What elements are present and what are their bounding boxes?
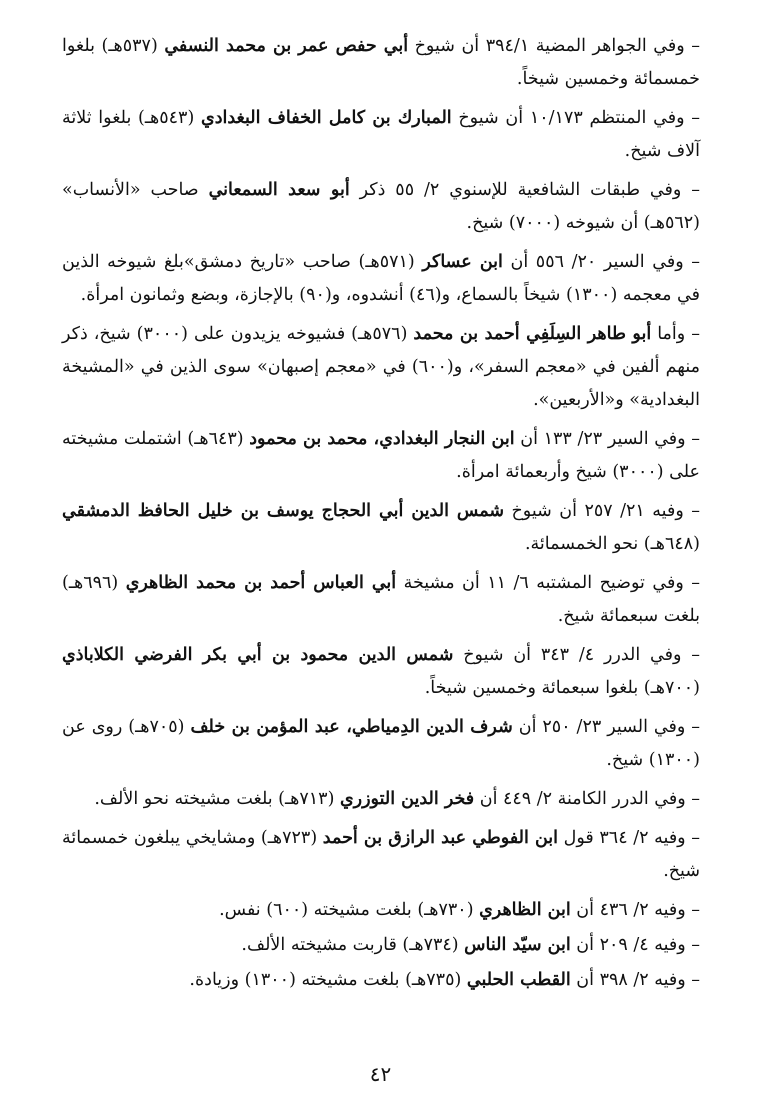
scholar-name: فخر الدين التوزري [339,789,475,809]
entry: – وفيه ٤/ ٢٠٩ أن ابن سيّد الناس (٧٣٤هـ) قاربت مشيخته الألف. [241,935,700,955]
entry: – وفي السير ٢٣/ ١٣٣ أن ابن النجار البغدادي، محمد بن محمود (٦٤٣هـ) اشتملت مشيخته على (٣٠٠٠) شيخ وأربعمائة امرأة. [62,429,701,482]
entry: – وفيه ٢١/ ٢٥٧ أن شيوخ شمس الدين أبي الحجاج يوسف بن خليل الحافظ الدمشقي (٦٤٨هـ) نحو الخمسمائة. [62,501,700,554]
scholar-name: أبي العباس أحمد بن محمد الظاهري [125,573,397,593]
entry: – وفي طبقات الشافعية للإسنوي ٢/ ٥٥ ذكر أبو سعد السمعاني صاحب «الأنساب» (٥٦٢هـ) أن شيوخه (٧٠٠٠) شيخ. [62,180,700,233]
scholar-name: ابن عساكر [422,252,503,272]
entry: – وفيه ٢/ ٣٦٤ قول ابن الفوطي عبد الرازق بن أحمد (٧٢٣هـ) ومشايخي يبلغون خمسمائة شيخ. [62,828,701,881]
scholar-name: شرف الدين الدِمياطي، عبد المؤمن بن خلف [190,717,513,737]
short-entries [62,894,700,997]
scholar-name: أبي حفص عمر بن محمد النسفي [164,36,409,56]
scholar-name: شمس الدين محمود بن أبي بكر الفرضي الكلاباذي [62,645,454,665]
page-number: ٤٢ [369,1062,392,1086]
entry: – وفي السير ٢٠/ ٥٥٦ أن ابن عساكر (٥٧١هـ) صاحب «تاريخ دمشق»بلغ شيوخه الذين في معجمه (١٣٠٠) شيخاً بالسماع، و(٤٦) أنشدوه، و(٩٠) بالإجازة، وبضع وثمانون امرأة. [62,252,700,305]
entry: – وفي الدرر ٤/ ٣٤٣ أن شيوخ شمس الدين محمود بن أبي بكر الفرضي الكلاباذي (٧٠٠هـ) بلغوا سبعمائة وخمسين شيخاً. [62,645,701,698]
scholar-name: ابن الفوطي عبد الرازق بن أحمد [322,828,559,848]
scholar-name: القطب الحلبي [466,970,571,990]
entry: – وفي الجواهر المضية ٣٩٤/١ أن شيوخ أبي حفص عمر بن محمد النسفي (٥٣٧هـ) بلغوا خمسمائة وخمسين شيخاً. [62,36,701,89]
scholar-name: ابن الظاهري [479,900,571,920]
scholar-name: ابن سيّد الناس [464,935,571,955]
scholar-name: شمس الدين أبي الحجاج يوسف بن خليل الحافظ الدمشقي [62,501,505,521]
scholar-name: ابن النجار البغدادي، محمد بن محمود [249,429,515,449]
entry: – وفيه ٢/ ٤٣٦ أن ابن الظاهري (٧٣٠هـ) بلغت مشيخته (٦٠٠) نفس. [219,900,700,920]
scholar-name: المبارك بن كامل الخفاف البغدادي [201,108,452,128]
entry: – وفي الدرر الكامنة ٢/ ٤٤٩ أن فخر الدين التوزري (٧١٣هـ) بلغت مشيخته نحو الألف. [94,789,700,809]
scholar-name: أبو سعد السمعاني [208,180,350,200]
entry: – وفي توضيح المشتبه ٦/ ١١ أن مشيخة أبي العباس أحمد بن محمد الظاهري (٦٩٦هـ) بلغت سبعمائة شيخ. [62,573,700,626]
scholar-name: أبو طاهر السِلَفِي أحمد بن محمد [413,324,652,344]
entry: – وفي المنتظم ١٠/١٧٣ أن شيوخ المبارك بن كامل الخفاف البغدادي (٥٤٣هـ) بلغوا ثلاثة آلاف شيخ. [62,108,701,161]
page-body [62,30,700,999]
entry: – وأما أبو طاهر السِلَفِي أحمد بن محمد (٥٧٦هـ) فشيوخه يزيدون على (٣٠٠٠) شيخ، ذكر منهم ألفين في «معجم السفر»، و(٦٠٠) في «معجم إصبهان» سوى الذين في «المشيخة البغدادية» و«الأربعين». [62,324,701,410]
entry: – وفي السير ٢٣/ ٢٥٠ أن شرف الدين الدِمياطي، عبد المؤمن بن خلف (٧٠٥هـ) روى عن (١٣٠٠) شيخ. [62,717,701,770]
entry: – وفيه ٢/ ٣٩٨ أن القطب الحلبي (٧٣٥هـ) بلغت مشيخته (١٣٠٠) وزيادة. [189,970,700,990]
